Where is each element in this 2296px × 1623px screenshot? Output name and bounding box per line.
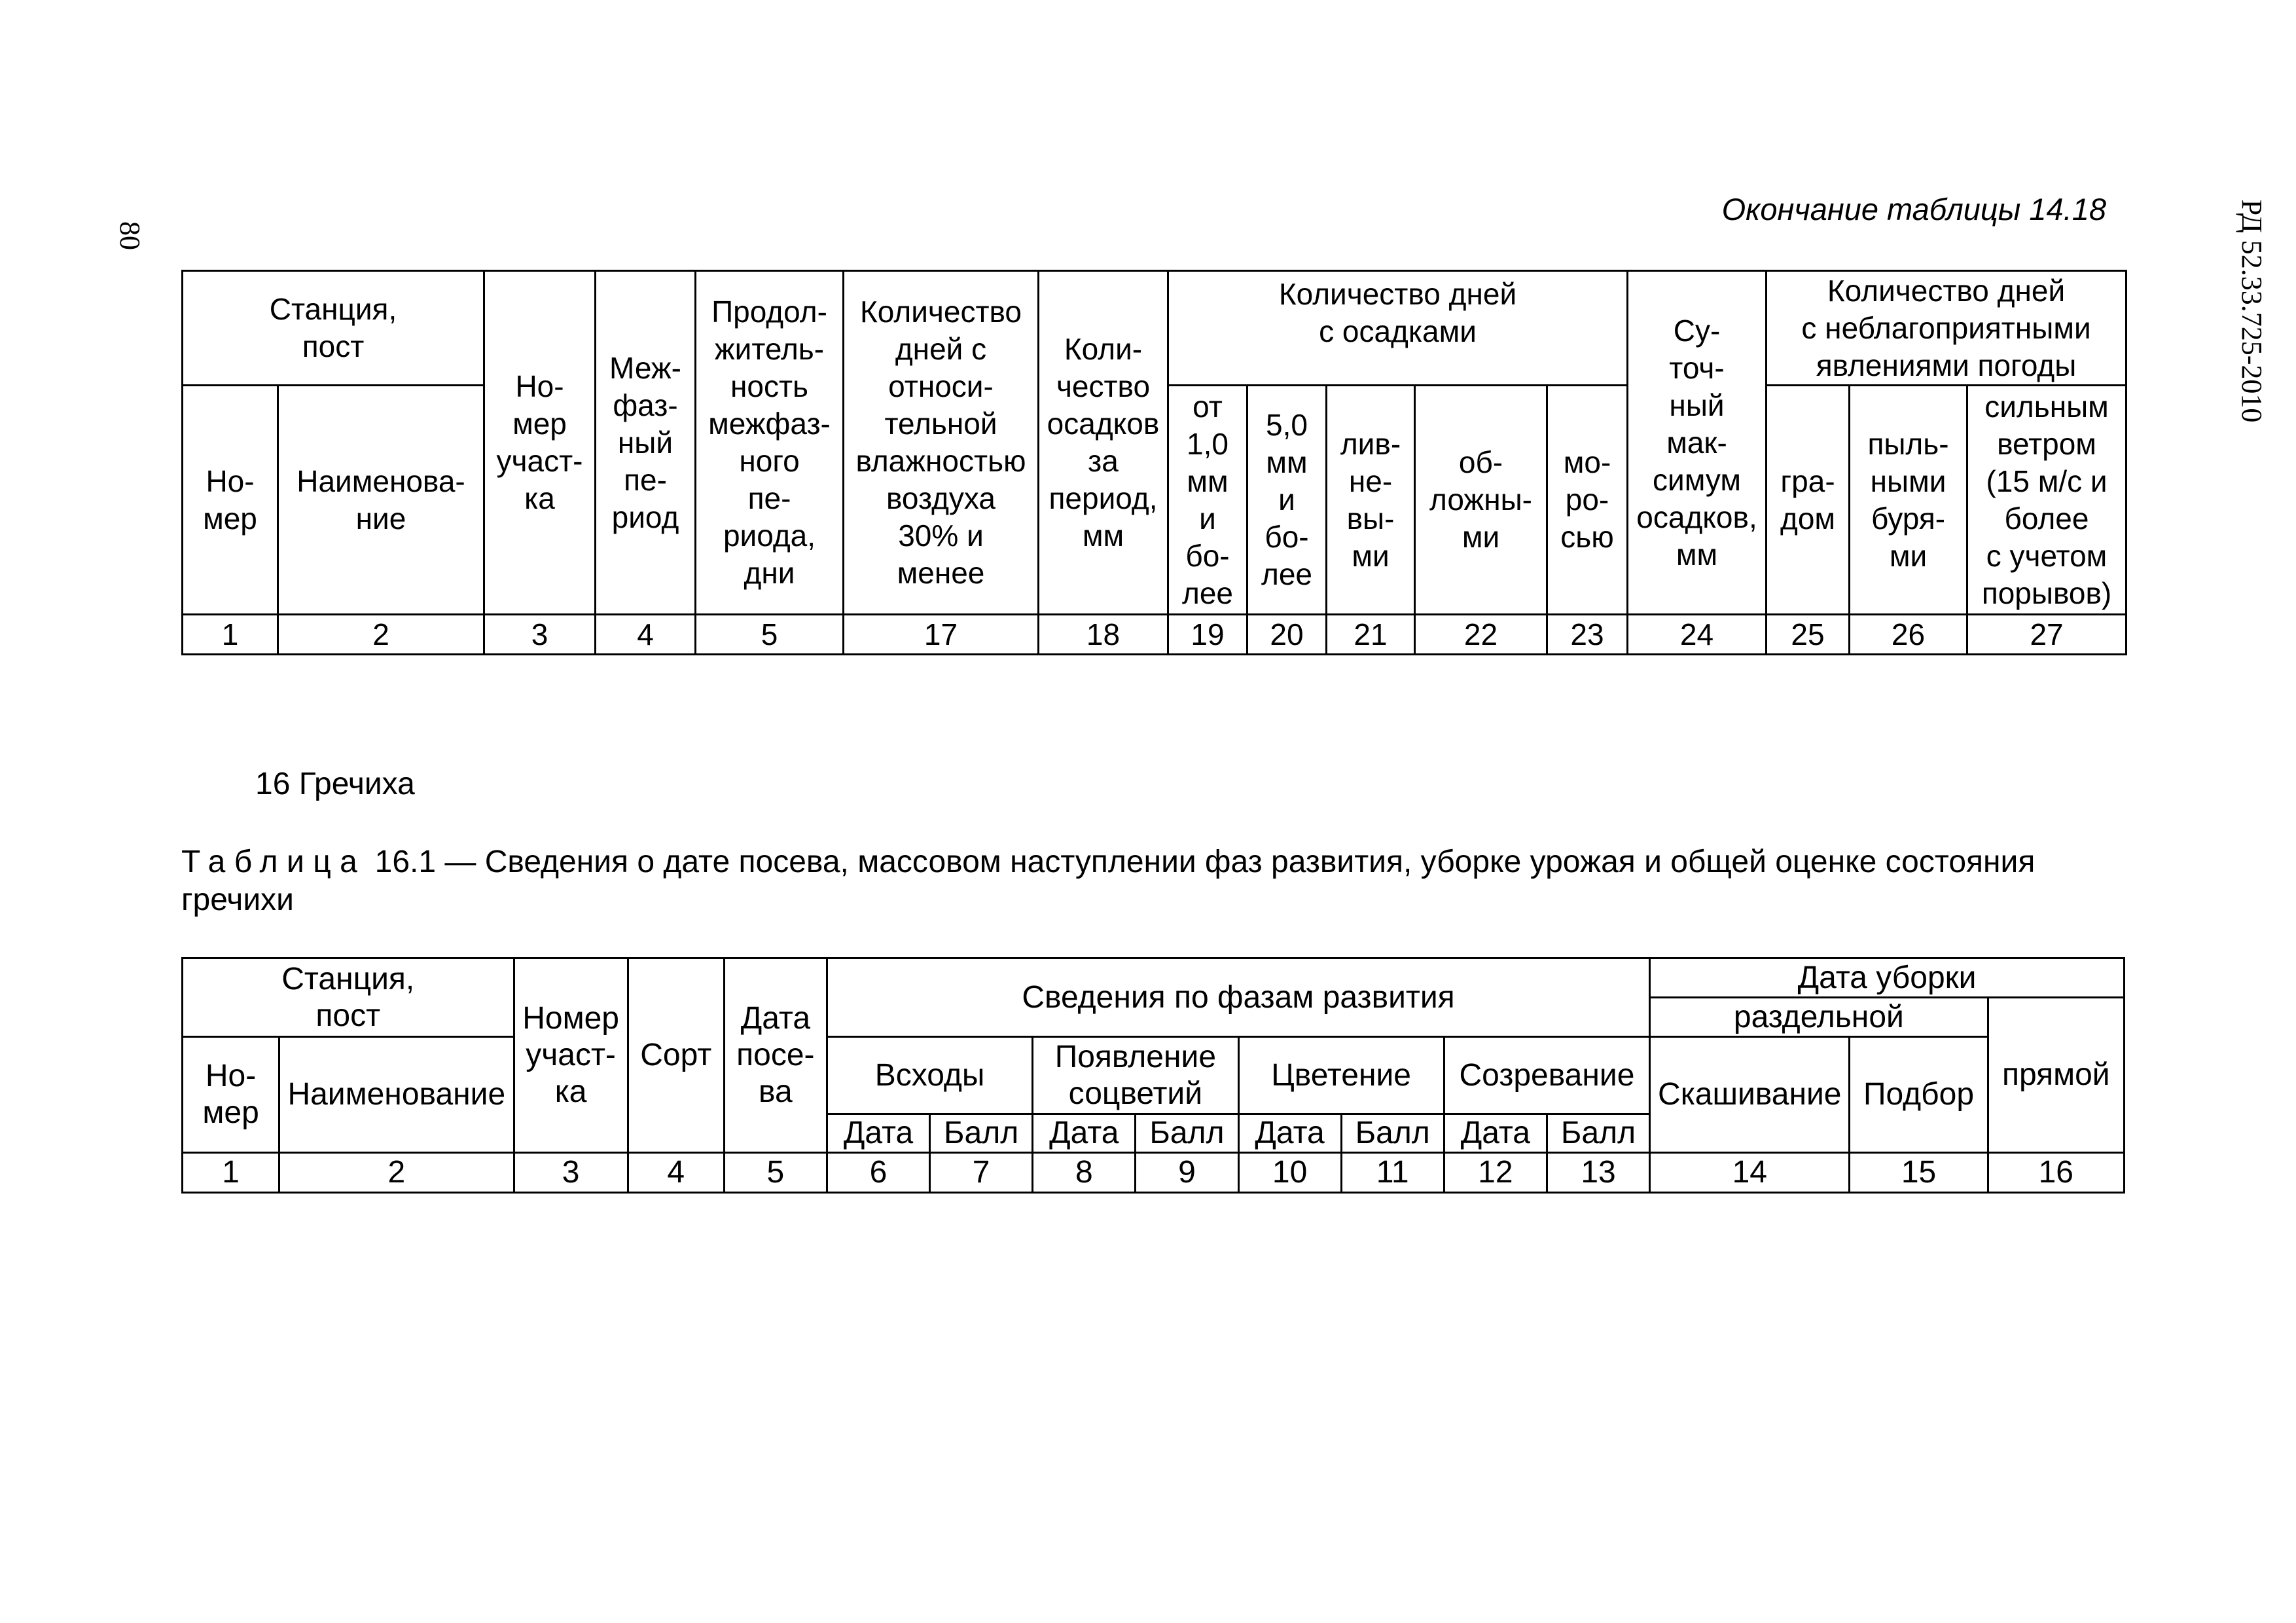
header-precipitation-days-group: Количество дней с осадками (1168, 271, 1628, 386)
header-station-post: Станция, пост (183, 958, 514, 1037)
column-number: 18 (1039, 615, 1168, 655)
table-caption-prefix: Таблица (181, 845, 367, 879)
column-number: 11 (1341, 1153, 1444, 1193)
column-number: 23 (1547, 615, 1628, 655)
column-number: 26 (1850, 615, 1967, 655)
column-number: 22 (1415, 615, 1547, 655)
column-number: 2 (278, 615, 484, 655)
header-phase-ripening: Созревание (1444, 1037, 1649, 1114)
column-number: 8 (1033, 1153, 1136, 1193)
table-16-1 (181, 957, 2125, 1194)
header-low-humidity-days: Количество дней с относи- тельной влажностью воздуха 30% и менее (844, 271, 1039, 615)
column-number: 3 (484, 615, 596, 655)
header-name: Наименование (279, 1037, 514, 1153)
header-date: Дата (1238, 1114, 1341, 1153)
header-hail: гра- дом (1767, 386, 1850, 615)
column-number: 7 (930, 1153, 1033, 1193)
column-number: 1 (183, 1153, 279, 1193)
column-number: 13 (1547, 1153, 1649, 1193)
document-code: РД 52.33.725-2010 (2236, 199, 2268, 423)
column-number: 20 (1247, 615, 1327, 655)
header-showers: лив- не- вы- ми (1327, 386, 1415, 615)
header-precip-1mm: от 1,0 мм и бо- лее (1168, 386, 1247, 615)
table-caption (181, 843, 2125, 919)
column-number: 6 (827, 1153, 929, 1193)
header-score: Балл (1341, 1114, 1444, 1153)
header-interphase-period: Меж- фаз- ный пе- риод (596, 271, 696, 615)
table-continuation-label: Окончание таблицы 14.18 (1721, 192, 2106, 227)
header-strong-wind: сильным ветром (15 м/с и более с учетом порывов) (1967, 386, 2126, 615)
header-interphase-duration: Продол- житель- ность межфаз- ного пе- риода, дни (696, 271, 844, 615)
header-harvest-date: Дата уборки (1650, 958, 2125, 998)
header-number: Но- мер (183, 386, 278, 615)
header-phase-emergence: Всходы (827, 1037, 1032, 1114)
column-number: 14 (1650, 1153, 1850, 1193)
header-direct-harvest: прямой (1988, 998, 2124, 1153)
header-number: Но- мер (183, 1037, 279, 1153)
column-number: 5 (724, 1153, 827, 1193)
column-number: 4 (596, 615, 696, 655)
header-score: Балл (1136, 1114, 1238, 1153)
column-number: 5 (696, 615, 844, 655)
header-plot-number: Номер участ- ка (514, 958, 628, 1153)
table-14-18-end (181, 270, 2127, 655)
column-number: 12 (1444, 1153, 1547, 1193)
header-plot-number: Но- мер участ- ка (484, 271, 596, 615)
section-heading: 16 Гречиха (255, 767, 415, 801)
column-number: 27 (1967, 615, 2126, 655)
header-precipitation-amount: Коли- чество осадков за период, мм (1039, 271, 1168, 615)
table-caption-text: 16.1 — Сведения о дате посева, массовом наступлении фаз развития, уборке урожая и общей оценке состояния гречихи (181, 845, 2036, 917)
header-date: Дата (827, 1114, 929, 1153)
column-number: 15 (1850, 1153, 1988, 1193)
header-sowing-date: Дата посе- ва (724, 958, 827, 1153)
header-score: Балл (930, 1114, 1033, 1153)
column-number: 25 (1767, 615, 1850, 655)
header-daily-max-precipitation: Су- точ- ный мак- симум осадков, мм (1628, 271, 1767, 615)
column-number: 10 (1238, 1153, 1341, 1193)
column-number: 24 (1628, 615, 1767, 655)
column-number: 3 (514, 1153, 628, 1193)
header-widespread-rain: об- ложны- ми (1415, 386, 1547, 615)
column-number: 4 (628, 1153, 724, 1193)
page-number: 80 (114, 221, 146, 250)
column-number: 17 (844, 615, 1039, 655)
header-pickup: Подбор (1850, 1037, 1988, 1153)
header-separate-harvest: раздельной (1650, 998, 1988, 1037)
header-adverse-weather-group: Количество дней с неблагоприятными явлениями погоды (1767, 271, 2126, 386)
header-variety: Сорт (628, 958, 724, 1153)
header-phase-flowering: Цветение (1238, 1037, 1444, 1114)
header-score: Балл (1547, 1114, 1649, 1153)
header-development-phases: Сведения по фазам развития (827, 958, 1649, 1037)
header-date: Дата (1033, 1114, 1136, 1153)
header-drizzle: мо- ро- сью (1547, 386, 1628, 615)
header-date: Дата (1444, 1114, 1547, 1153)
header-precip-5mm: 5,0 мм и бо- лее (1247, 386, 1327, 615)
header-name: Наименова- ние (278, 386, 484, 615)
column-number: 1 (183, 615, 278, 655)
column-number: 19 (1168, 615, 1247, 655)
column-number: 9 (1136, 1153, 1238, 1193)
column-number: 16 (1988, 1153, 2124, 1193)
header-mowing: Скашивание (1650, 1037, 1850, 1153)
column-number: 2 (279, 1153, 514, 1193)
header-station-post: Станция, пост (183, 271, 484, 386)
column-number: 21 (1327, 615, 1415, 655)
header-phase-inflorescence: Появление соцветий (1033, 1037, 1238, 1114)
header-dust-storms: пыль- ными буря- ми (1850, 386, 1967, 615)
